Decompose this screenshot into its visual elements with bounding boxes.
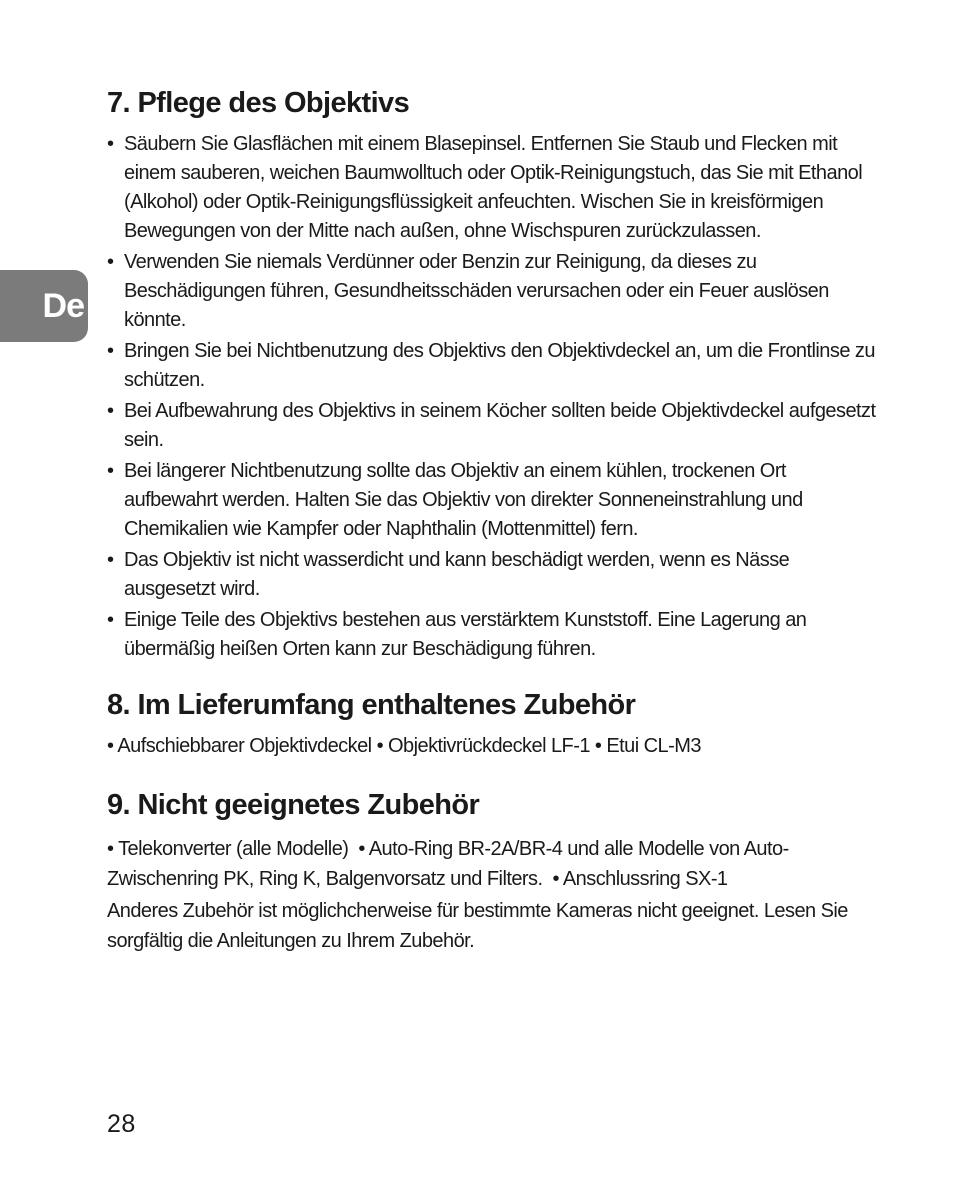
bullet-icon: •	[107, 838, 114, 860]
list-item	[107, 546, 879, 604]
included-accessory: Etui CL-M3	[606, 735, 701, 757]
list-item-text: Säubern Sie Glasflächen mit einem Blasepinsel. Entfernen Sie Staub und Flecken mit einem sauberen, weichen Baumwolltuch oder Optik-Reinigungstuch, das Sie mit Ethanol (Alkohol) oder Optik-Reinigungsflüssigkeit anfeuchten. Wischen Sie in kreisförmigen Bewegungen von der Mitte nach außen, ohne Wischspuren zurückzulassen.	[124, 133, 863, 242]
section-title-care: 7. Pflege des Objektivs	[107, 87, 410, 119]
list-item-text: Einige Teile des Objektivs bestehen aus verstärktem Kunststoff. Eine Lagerung an übermäßig heißen Orten kann zur Beschädigung führen.	[124, 609, 807, 660]
bullet-icon: •	[376, 735, 384, 757]
care-list	[107, 130, 879, 664]
incompatible-accessories-text	[107, 834, 879, 894]
incompatible-accessory: Auto-Ring BR-2A/BR-4 und alle Modelle von Auto-Zwischenring PK, Ring K, Balgenvorsatz und Filters.	[107, 838, 789, 890]
incompatible-accessory: Anschlussring SX-1	[562, 868, 728, 890]
bullet-icon: •	[107, 609, 114, 631]
list-item-text: Bei Aufbewahrung des Objektivs in seinem Köcher sollten beide Objektivdeckel aufgesetzt sein.	[124, 400, 876, 451]
section-title-included-accessories: 8. Im Lieferumfang enthaltenes Zubehör	[107, 689, 636, 721]
list-item	[107, 130, 879, 246]
list-item	[107, 606, 879, 664]
section-title-incompatible-accessories: 9. Nicht geeignetes Zubehör	[107, 789, 480, 821]
bullet-icon: •	[594, 735, 602, 757]
list-item	[107, 337, 879, 395]
included-accessory: Aufschiebbarer Objektivdeckel	[117, 735, 372, 757]
incompatible-accessory: Telekonverter (alle Modelle)	[118, 838, 349, 860]
list-item-text: Das Objektiv ist nicht wasserdicht und kann beschädigt werden, wenn es Nässe ausgesetzt wird.	[124, 549, 790, 600]
bullet-icon: •	[107, 340, 114, 362]
included-accessories-line	[107, 732, 879, 761]
bullet-icon: •	[107, 549, 114, 571]
page-content	[107, 78, 879, 956]
list-item-text: Verwenden Sie niemals Verdünner oder Benzin zur Reinigung, da dieses zu Beschädigungen führen, Gesundheitsschäden verursachen oder ein Feuer auslösen könnte.	[124, 251, 829, 331]
accessory-note: Anderes Zubehör ist möglichcherweise für bestimmte Kameras nicht geeignet. Lesen Sie sorgfältig die Anleitungen zu Ihrem Zubehör.	[107, 900, 848, 952]
included-accessory: Objektivrückdeckel LF-1	[388, 735, 590, 757]
list-item-text: Bei längerer Nichtbenutzung sollte das Objektiv an einem kühlen, trockenen Ort aufbewahrt werden. Halten Sie das Objektiv von direkter Sonneneinstrahlung und Chemikalien wie Kampfer oder Naphthalin (Mottenmittel) fern.	[124, 460, 803, 540]
list-item	[107, 457, 879, 544]
bullet-icon: •	[107, 735, 114, 757]
page-number: 28	[107, 1110, 136, 1138]
bullet-icon: •	[107, 460, 114, 482]
list-item	[107, 248, 879, 335]
bullet-icon: •	[552, 868, 559, 890]
bullet-icon: •	[358, 838, 365, 860]
bullet-icon: •	[107, 400, 114, 422]
bullet-icon: •	[107, 133, 114, 155]
language-tab: De	[0, 270, 88, 342]
list-item-text: Bringen Sie bei Nichtbenutzung des Objektivs den Objektivdeckel an, um die Frontlinse zu schützen.	[124, 340, 875, 391]
list-item	[107, 397, 879, 455]
bullet-icon: •	[107, 251, 114, 273]
